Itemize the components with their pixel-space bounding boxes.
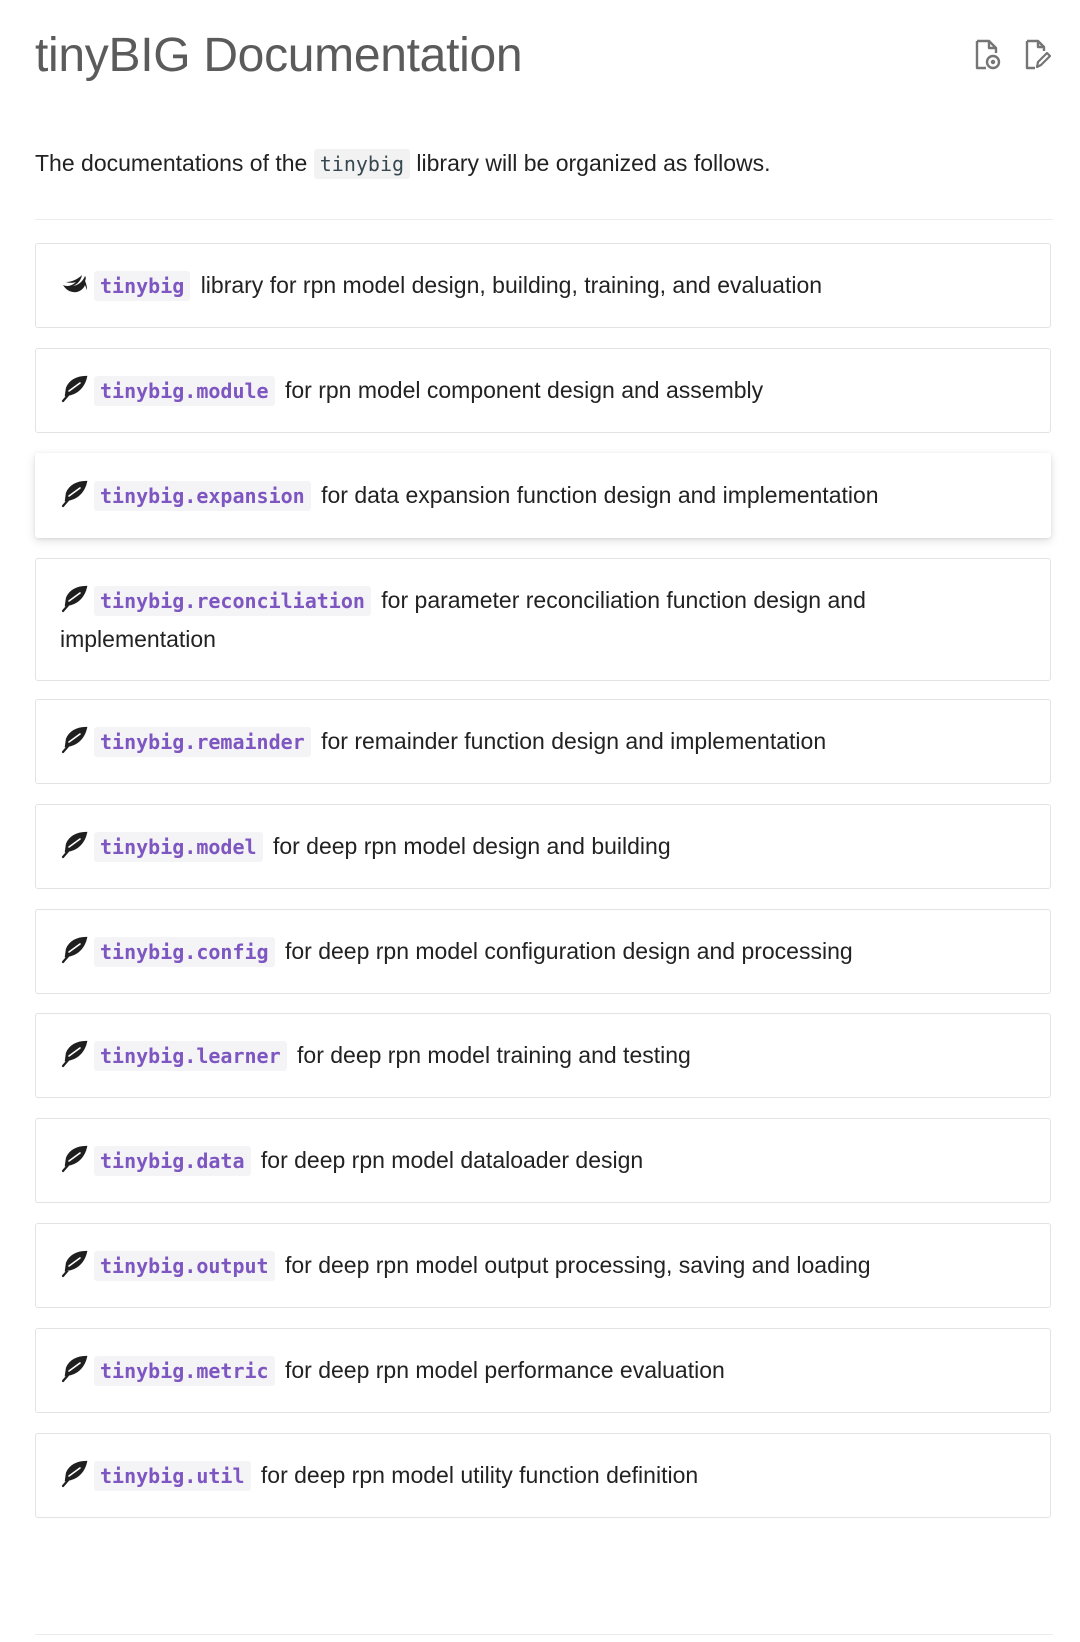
module-code: tinybig.data [94,1146,251,1176]
feather-icon [60,1145,88,1173]
intro-code: tinybig [314,149,410,179]
feather-icon [60,831,88,859]
module-description: for remainder function design and implementation [321,728,827,754]
feather-icon [60,585,88,613]
module-description: for data expansion function design and implementation [321,482,879,508]
edit-page-button[interactable] [1021,38,1053,72]
module-card-expansion[interactable] [35,453,1051,538]
module-code: tinybig.reconciliation [94,586,371,616]
module-card-learner[interactable] [35,1013,1051,1098]
module-description: for parameter reconciliation function design and implementation [60,587,866,652]
divider [35,1634,1053,1635]
intro-text-before: The documentations of the [35,150,314,176]
module-card-util[interactable] [35,1433,1051,1518]
module-description: library for rpn model design, building, training, and evaluation [200,272,823,298]
module-card-model[interactable] [35,804,1051,889]
module-code: tinybig.util [94,1461,251,1491]
module-card-data[interactable] [35,1118,1051,1203]
page-title: tinyBIG Documentation [35,29,523,82]
feather-icon [60,726,88,754]
module-code: tinybig.config [94,937,275,967]
module-description: for deep rpn model utility function definition [260,1462,699,1488]
module-card-reconciliation[interactable] [35,558,1051,681]
intro-text [35,146,771,181]
module-code: tinybig.metric [94,1356,275,1386]
module-code: tinybig [94,271,190,301]
module-code: tinybig.expansion [94,481,311,511]
feather-icon [60,1460,88,1488]
module-code: tinybig.remainder [94,727,311,757]
module-card-tinybig[interactable] [35,243,1051,328]
module-code: tinybig.module [94,376,275,406]
feather-icon [60,480,88,508]
module-code: tinybig.model [94,832,263,862]
module-code: tinybig.output [94,1251,275,1281]
feather-icon [60,1040,88,1068]
module-description: for deep rpn model performance evaluation [284,1357,725,1383]
intro-text-after: library will be organized as follows. [410,150,771,176]
module-description: for deep rpn model design and building [272,833,671,859]
page-header [35,0,1053,112]
doc-page [35,0,1053,1488]
module-description: for deep rpn model configuration design and processing [284,938,853,964]
swift-bird-icon [60,270,88,298]
module-card-module[interactable] [35,348,1051,433]
feather-icon [60,1355,88,1383]
feather-icon [60,1250,88,1278]
module-card-metric[interactable] [35,1328,1051,1413]
feather-icon [60,936,88,964]
view-source-icon [973,39,1001,71]
header-actions [971,38,1053,72]
module-card-output[interactable] [35,1223,1051,1308]
module-card-config[interactable] [35,909,1051,994]
module-description: for deep rpn model output processing, saving and loading [284,1252,871,1278]
view-source-button[interactable] [971,38,1003,72]
divider [35,219,1053,220]
module-description: for deep rpn model training and testing [297,1042,691,1068]
module-description: for rpn model component design and assembly [284,377,764,403]
module-description: for deep rpn model dataloader design [260,1147,644,1173]
feather-icon [60,375,88,403]
module-card-remainder[interactable] [35,699,1051,784]
edit-page-icon [1023,39,1051,71]
module-code: tinybig.learner [94,1041,287,1071]
